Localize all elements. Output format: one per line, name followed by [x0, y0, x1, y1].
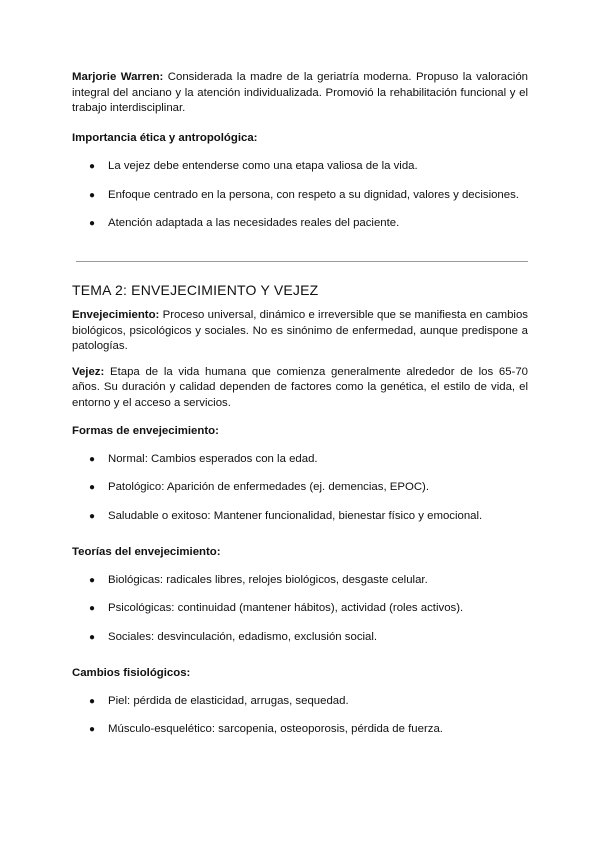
warren-text: Considerada la madre de la geriatría moderna. Propuso la valoración integral del anciano y la atención individualizada. Promovió la rehabilitación funcional y el trabajo interdisciplinar. [72, 71, 529, 114]
envejecimiento-paragraph [72, 308, 528, 355]
list-item: ● Saludable o exitoso: Mantener funcionalidad, bienestar físico y emocional. [72, 509, 528, 525]
bullet-icon: ● [89, 218, 96, 229]
bullet-icon: ● [89, 695, 96, 707]
warren-label: Marjorie Warren: [72, 71, 164, 83]
etica-heading: Importancia ética y antropológica: [72, 131, 258, 144]
warren-paragraph [72, 70, 528, 117]
vejez-label: Vejez: [72, 365, 105, 378]
bullet-icon: ● [89, 510, 96, 522]
teorias-list [72, 573, 528, 646]
bullet-icon: ● [89, 482, 96, 493]
formas-heading: Formas de envejecimiento: [72, 425, 219, 437]
envejecimiento-label: Envejecimiento: [72, 309, 160, 321]
bullet-icon: ● [89, 161, 96, 172]
vejez-paragraph [72, 365, 528, 412]
cambios-list [72, 694, 528, 738]
envejecimiento-text: Proceso universal, dinámico e irreversible que se manifiesta en cambios biológicos, psicológicos y sociales. No es sinónimo de enfermedad, aunque predispone a patologías. [72, 309, 528, 352]
list-item: ● Enfoque centrado en la persona, con respeto a su dignidad, valores y decisiones. [72, 188, 528, 204]
list-item: ● Sociales: desvinculación, edadismo, exclusión social. [72, 630, 528, 646]
bullet-icon: ● [89, 631, 96, 643]
tema-title: TEMA 2: ENVEJECIMIENTO Y VEJEZ [72, 281, 319, 298]
bullet-icon: ● [89, 453, 96, 465]
bullet-icon: ● [89, 574, 96, 586]
bullet-icon: ● [89, 189, 96, 201]
list-item: ● Atención adaptada a las necesidades reales del paciente. [72, 216, 528, 232]
list-item: ● Normal: Cambios esperados con la edad. [72, 452, 528, 468]
bullet-icon: ● [89, 603, 96, 614]
list-item: ● Piel: pérdida de elasticidad, arrugas, sequedad. [72, 694, 528, 710]
list-item: ● Psicológicas: continuidad (mantener hábitos), actividad (roles activos). [72, 601, 528, 617]
etica-list [72, 159, 528, 232]
list-item: ● Músculo-esquelético: sarcopenia, osteoporosis, pérdida de fuerza. [72, 722, 528, 738]
list-item: ● La vejez debe entenderse como una etapa valiosa de la vida. [72, 159, 528, 175]
bullet-icon: ● [89, 724, 96, 735]
vejez-text: Etapa de la vida humana que comienza generalmente alrededor de los 65-70 años. Su duración y calidad dependen de factores como la genética, el estilo de vida, el entorno y el acceso a servicios. [72, 365, 528, 409]
teorias-heading: Teorías del envejecimiento: [72, 546, 221, 558]
document-page [72, 70, 528, 738]
list-item: ● Patológico: Aparición de enfermedades (ej. demencias, EPOC). [72, 480, 528, 496]
cambios-heading: Cambios fisiológicos: [72, 667, 191, 679]
section-divider [76, 261, 528, 262]
formas-list [72, 452, 528, 525]
list-item: ● Biológicas: radicales libres, relojes biológicos, desgaste celular. [72, 573, 528, 589]
